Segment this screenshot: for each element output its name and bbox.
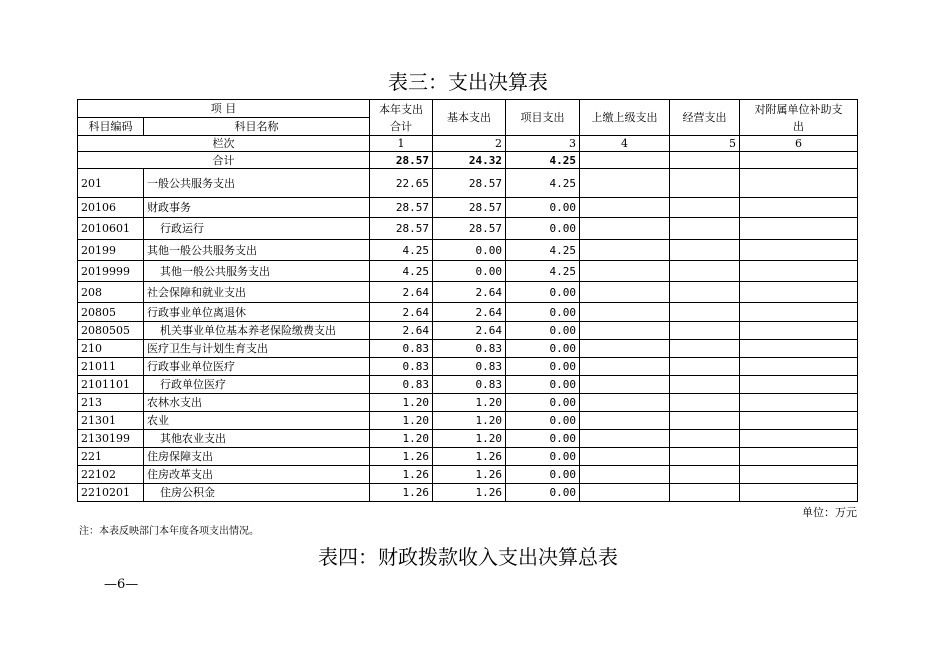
row-name: 住房改革支出 [144,466,370,484]
empty-cell [670,484,740,502]
empty-cell [740,303,858,322]
header-col6: 对附属单位补助支 出 [740,100,858,136]
empty-cell [580,340,670,358]
header-col1: 本年支出 合计 [370,100,433,136]
row-project: 0.00 [506,358,580,376]
empty-cell [670,340,740,358]
col-number: 5 [670,136,740,152]
row-project: 0.00 [506,412,580,430]
empty-cell [670,198,740,218]
empty-cell [740,198,858,218]
row-code: 2019999 [78,261,144,282]
row-basic: 2.64 [433,322,506,340]
empty-cell [580,394,670,412]
table-row [78,322,858,340]
table-row [78,466,858,484]
row-name: 其他一般公共服务支出 [144,261,370,282]
empty-cell [740,484,858,502]
table-row [78,169,858,198]
row-code: 210 [78,340,144,358]
row-total: 2.64 [370,282,433,303]
row-project: 0.00 [506,448,580,466]
empty-cell [670,358,740,376]
row-code: 20805 [78,303,144,322]
row-project: 0.00 [506,376,580,394]
row-project: 0.00 [506,282,580,303]
empty-cell [580,448,670,466]
row-code: 2210201 [78,484,144,502]
row-code: 213 [78,394,144,412]
row-project: 0.00 [506,198,580,218]
total-value: 4.25 [506,152,580,169]
header-col4: 上缴上级支出 [580,100,670,136]
table-row [78,484,858,502]
header-code: 科目编码 [78,118,144,136]
empty-cell [740,466,858,484]
empty-cell [740,430,858,448]
row-project: 0.00 [506,430,580,448]
row-total: 28.57 [370,198,433,218]
empty-cell [740,169,858,198]
empty-cell [580,240,670,261]
col-number: 4 [580,136,670,152]
empty-cell [740,218,858,240]
empty-cell [670,261,740,282]
row-basic: 1.26 [433,466,506,484]
row-project: 4.25 [506,240,580,261]
row-basic: 2.64 [433,303,506,322]
empty-cell [580,322,670,340]
col-number: 3 [506,136,580,152]
row-project: 0.00 [506,322,580,340]
total-label: 合计 [78,152,370,169]
row-name: 住房保障支出 [144,448,370,466]
row-total: 0.83 [370,340,433,358]
row-project: 0.00 [506,340,580,358]
table-row [78,412,858,430]
table-row [78,303,858,322]
empty-cell [670,322,740,340]
row-basic: 1.26 [433,448,506,466]
row-name: 财政事务 [144,198,370,218]
row-project: 4.25 [506,261,580,282]
lanci-label: 栏次 [78,136,370,152]
empty-cell [670,303,740,322]
empty-cell [740,412,858,430]
row-total: 22.65 [370,169,433,198]
empty-cell [670,282,740,303]
empty-cell [740,340,858,358]
row-basic: 28.57 [433,198,506,218]
empty-cell [740,322,858,340]
col-number: 6 [740,136,858,152]
row-total: 2.64 [370,322,433,340]
row-total: 1.26 [370,448,433,466]
table-row [78,448,858,466]
header-name: 科目名称 [144,118,370,136]
row-name: 农业 [144,412,370,430]
empty-cell [580,376,670,394]
empty-cell [580,261,670,282]
header-col3: 项目支出 [506,100,580,136]
row-basic: 0.83 [433,376,506,394]
row-name: 医疗卫生与计划生育支出 [144,340,370,358]
empty-cell [670,169,740,198]
row-code: 22102 [78,466,144,484]
empty-cell [740,282,858,303]
table-row [78,358,858,376]
empty-cell [670,376,740,394]
empty-cell [580,484,670,502]
table-row [78,430,858,448]
row-basic: 28.57 [433,169,506,198]
row-name: 社会保障和就业支出 [144,282,370,303]
row-project: 0.00 [506,466,580,484]
empty-cell [580,282,670,303]
row-code: 2130199 [78,430,144,448]
row-total: 28.57 [370,218,433,240]
empty-cell [580,358,670,376]
row-code: 21011 [78,358,144,376]
row-name: 行政运行 [144,218,370,240]
col-number: 1 [370,136,433,152]
row-total: 1.20 [370,412,433,430]
row-basic: 0.83 [433,340,506,358]
page-number: —6— [104,577,139,592]
row-total: 4.25 [370,261,433,282]
empty-cell [740,240,858,261]
row-code: 2080505 [78,322,144,340]
table-row [78,340,858,358]
row-name: 农林水支出 [144,394,370,412]
empty-cell [670,430,740,448]
row-total: 4.25 [370,240,433,261]
row-name: 其他一般公共服务支出 [144,240,370,261]
row-basic: 0.83 [433,358,506,376]
row-name: 行政单位医疗 [144,376,370,394]
empty-cell [740,261,858,282]
row-name: 机关事业单位基本养老保险缴费支出 [144,322,370,340]
unit-label: 单位：万元 [802,506,857,519]
empty-cell [740,376,858,394]
total-value: 28.57 [370,152,433,169]
row-total: 1.26 [370,466,433,484]
header-col2: 基本支出 [433,100,506,136]
empty-cell [580,466,670,484]
row-basic: 0.00 [433,240,506,261]
row-total: 1.26 [370,484,433,502]
empty-cell [670,218,740,240]
row-basic: 1.20 [433,430,506,448]
empty-cell [670,394,740,412]
row-total: 2.64 [370,303,433,322]
table-note: 注：本表反映部门本年度各项支出情况。 [79,526,259,537]
table-row [78,240,858,261]
row-total: 1.20 [370,394,433,412]
row-total: 0.83 [370,376,433,394]
row-name: 住房公积金 [144,484,370,502]
empty-cell [580,198,670,218]
empty-cell [740,152,858,169]
empty-cell [740,358,858,376]
row-code: 201 [78,169,144,198]
row-code: 221 [78,448,144,466]
empty-cell [580,303,670,322]
row-code: 20106 [78,198,144,218]
empty-cell [580,218,670,240]
total-value: 24.32 [433,152,506,169]
table-row [78,376,858,394]
table-title: 表三：支出决算表 [388,70,548,94]
table-row [78,394,858,412]
row-code: 208 [78,282,144,303]
empty-cell [670,466,740,484]
empty-cell [580,412,670,430]
row-name: 行政事业单位医疗 [144,358,370,376]
col-number: 2 [433,136,506,152]
row-code: 2010601 [78,218,144,240]
empty-cell [580,169,670,198]
row-basic: 2.64 [433,282,506,303]
row-code: 2101101 [78,376,144,394]
row-basic: 1.20 [433,412,506,430]
header-col5: 经营支出 [670,100,740,136]
table-row [78,198,858,218]
row-code: 21301 [78,412,144,430]
row-project: 4.25 [506,169,580,198]
row-project: 0.00 [506,394,580,412]
empty-cell [670,412,740,430]
row-basic: 1.26 [433,484,506,502]
row-project: 0.00 [506,484,580,502]
empty-cell [580,430,670,448]
row-basic: 0.00 [433,261,506,282]
empty-cell [670,152,740,169]
row-project: 0.00 [506,218,580,240]
row-project: 0.00 [506,303,580,322]
row-basic: 1.20 [433,394,506,412]
empty-cell [740,394,858,412]
table-row [78,282,858,303]
table-row [78,261,858,282]
header-item: 项 目 [78,100,370,118]
row-total: 1.20 [370,430,433,448]
table-row [78,218,858,240]
next-table-title: 表四：财政拨款收入支出决算总表 [318,545,618,569]
empty-cell [740,448,858,466]
empty-cell [670,448,740,466]
empty-cell [580,152,670,169]
row-code: 20199 [78,240,144,261]
row-name: 其他农业支出 [144,430,370,448]
row-name: 行政事业单位离退休 [144,303,370,322]
row-total: 0.83 [370,358,433,376]
empty-cell [670,240,740,261]
row-basic: 28.57 [433,218,506,240]
row-name: 一般公共服务支出 [144,169,370,198]
expenditure-table [77,99,858,502]
